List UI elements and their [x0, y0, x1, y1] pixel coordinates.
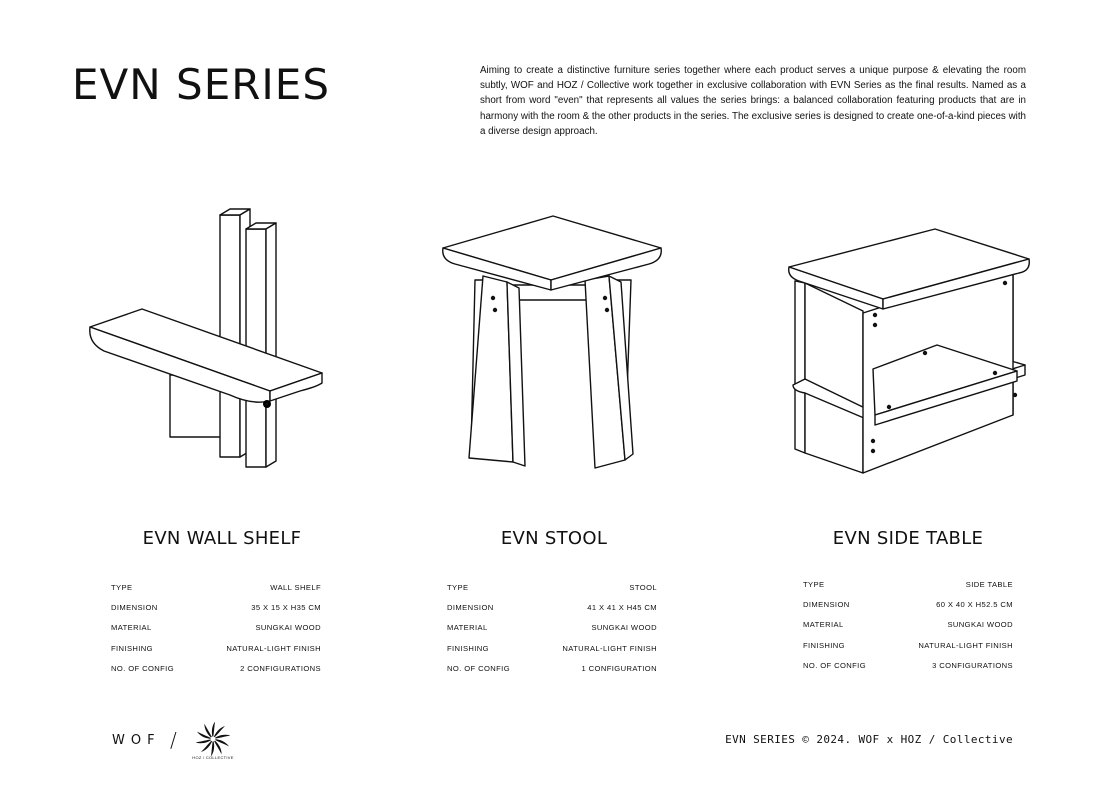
- spec-value: 1 CONFIGURATION: [581, 663, 657, 673]
- spec-value: 60 X 40 X H52.5 CM: [936, 599, 1013, 609]
- spec-label: NO. OF CONFIG: [447, 663, 510, 673]
- spec-value: SUNGKAI WOOD: [255, 623, 321, 633]
- footer-copyright: EVN SERIES © 2024. WOF x HOZ / Collective: [725, 733, 1013, 746]
- product-name-side-table: EVN SIDE TABLE: [832, 528, 984, 549]
- spec-row: [803, 574, 1013, 594]
- spec-value: NATURAL-LIGHT FINISH: [918, 640, 1013, 650]
- spec-value: SIDE TABLE: [965, 579, 1013, 589]
- spec-label: FINISHING: [447, 643, 489, 653]
- spec-label: FINISHING: [803, 640, 845, 650]
- spec-label: DIMENSION: [803, 599, 850, 609]
- spec-label: MATERIAL: [447, 623, 488, 633]
- spec-row: [803, 615, 1013, 635]
- spec-table-wall-shelf: [111, 577, 321, 678]
- product-name-wall-shelf: EVN WALL SHELF: [142, 528, 302, 549]
- spec-label: NO. OF CONFIG: [803, 660, 866, 670]
- spec-row: [111, 658, 321, 678]
- spec-row: [447, 638, 657, 658]
- spec-value: 35 X 15 X H35 CM: [251, 602, 321, 612]
- spec-label: DIMENSION: [111, 602, 158, 612]
- spec-row: [447, 577, 657, 597]
- spec-label: MATERIAL: [111, 623, 152, 633]
- spec-value: SUNGKAI WOOD: [591, 623, 657, 633]
- spec-row: [111, 577, 321, 597]
- spec-value: NATURAL-LIGHT FINISH: [226, 643, 321, 653]
- spec-value: STOOL: [629, 582, 657, 592]
- spec-table-stool: [447, 577, 657, 678]
- page-title: EVN SERIES: [72, 60, 331, 109]
- spec-row: [111, 597, 321, 617]
- spec-label: TYPE: [803, 579, 825, 589]
- spec-label: DIMENSION: [447, 602, 494, 612]
- spec-row: [803, 655, 1013, 675]
- brand-divider-slash: /: [170, 728, 177, 752]
- stool-drawing: [435, 210, 665, 475]
- spec-row: [447, 658, 657, 678]
- spec-row: [803, 594, 1013, 614]
- spec-value: SUNGKAI WOOD: [947, 620, 1013, 630]
- intro-paragraph: Aiming to create a distinctive furniture series together where each product serves a unique purpose & elevating the room subtly, WOF and HOZ / Collective work together in exclusive collaboration with EVN Series as the final results. Named as a short from word "even" that represents all values the series brings: a balanced collaboration featuring products that are in harmony with the room & the other products in the series. The exclusive series is designed to create one-of-a-kind pieces with a diverse design approach.: [480, 65, 1026, 137]
- hoz-collective-logo-icon: [196, 722, 230, 756]
- spec-row: [447, 618, 657, 638]
- spec-table-side-table: [803, 574, 1013, 675]
- spec-label: MATERIAL: [803, 620, 844, 630]
- spec-value: WALL SHELF: [270, 582, 321, 592]
- spec-value: NATURAL-LIGHT FINISH: [562, 643, 657, 653]
- hoz-logo-caption: HOZ / COLLECTIVE: [192, 755, 234, 760]
- spec-value: 3 CONFIGURATIONS: [932, 660, 1013, 670]
- spec-row: [111, 638, 321, 658]
- spec-row: [111, 618, 321, 638]
- spec-value: 41 X 41 X H45 CM: [587, 602, 657, 612]
- spec-value: 2 CONFIGURATIONS: [240, 663, 321, 673]
- spec-label: TYPE: [447, 582, 469, 592]
- spec-label: FINISHING: [111, 643, 153, 653]
- wof-logo-text: WOF: [112, 733, 161, 748]
- spec-label: TYPE: [111, 582, 133, 592]
- spec-row: [447, 597, 657, 617]
- wall-shelf-drawing: [80, 205, 330, 475]
- side-table-drawing: [785, 215, 1035, 480]
- spec-label: NO. OF CONFIG: [111, 663, 174, 673]
- spec-row: [803, 635, 1013, 655]
- product-name-stool: EVN STOOL: [500, 528, 608, 549]
